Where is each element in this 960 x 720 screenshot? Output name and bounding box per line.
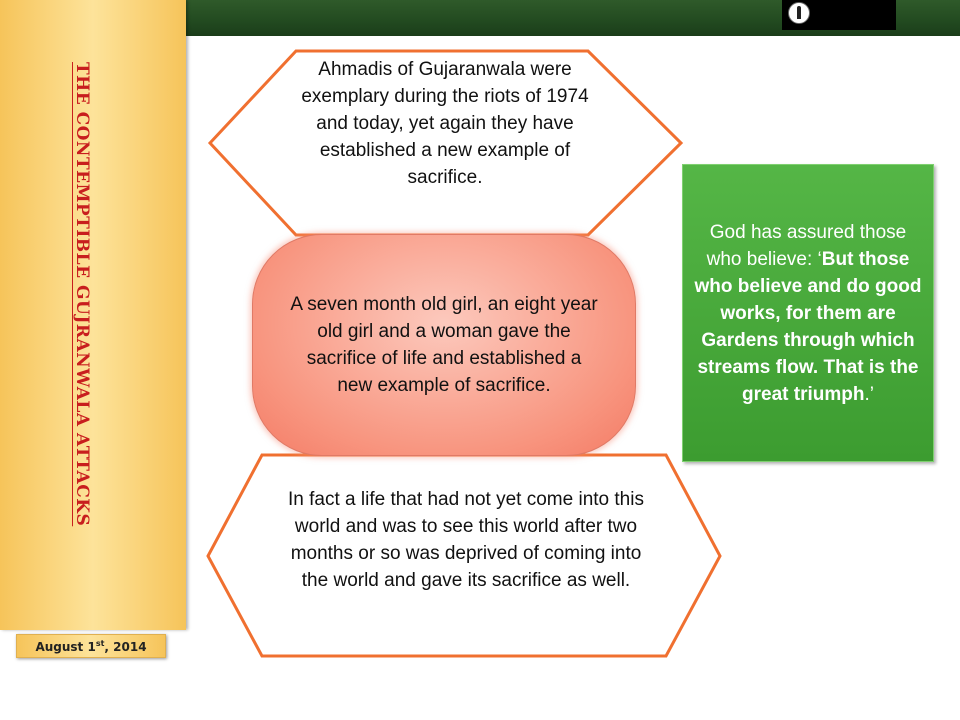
quote-text [690,219,926,408]
quote-close: .’ [864,383,874,405]
quote-box [682,164,934,462]
oval-middle-text: A seven month old girl, an eight year old girl and a woman gave the sacrifice of life and established a new example of sacrifice. [290,294,598,396]
sidebar-title: THE CONTEMPTIBLE GUJRANWALA ATTACKS [72,62,92,527]
date-text: August 1st, 2014 [35,638,147,654]
quote-open: ‘ [817,248,822,270]
oval-middle [252,234,636,456]
hexagon-bottom-text: In fact a life that had not yet come into this world and was to see this world after two months or so was deprived of coming into the world and gave its sacrifice as well. [288,489,644,591]
hexagon-top-text: Ahmadis of Gujaranwala were exemplary during the riots of 1974 and today, yet again they have established a new example of sacrifice. [301,59,589,188]
quote-intro: God has assured those who believe: [706,221,907,270]
quote-body: But those who believe and do good works, for them are Gardens through which streams flow. That is the great triumph [694,248,922,405]
